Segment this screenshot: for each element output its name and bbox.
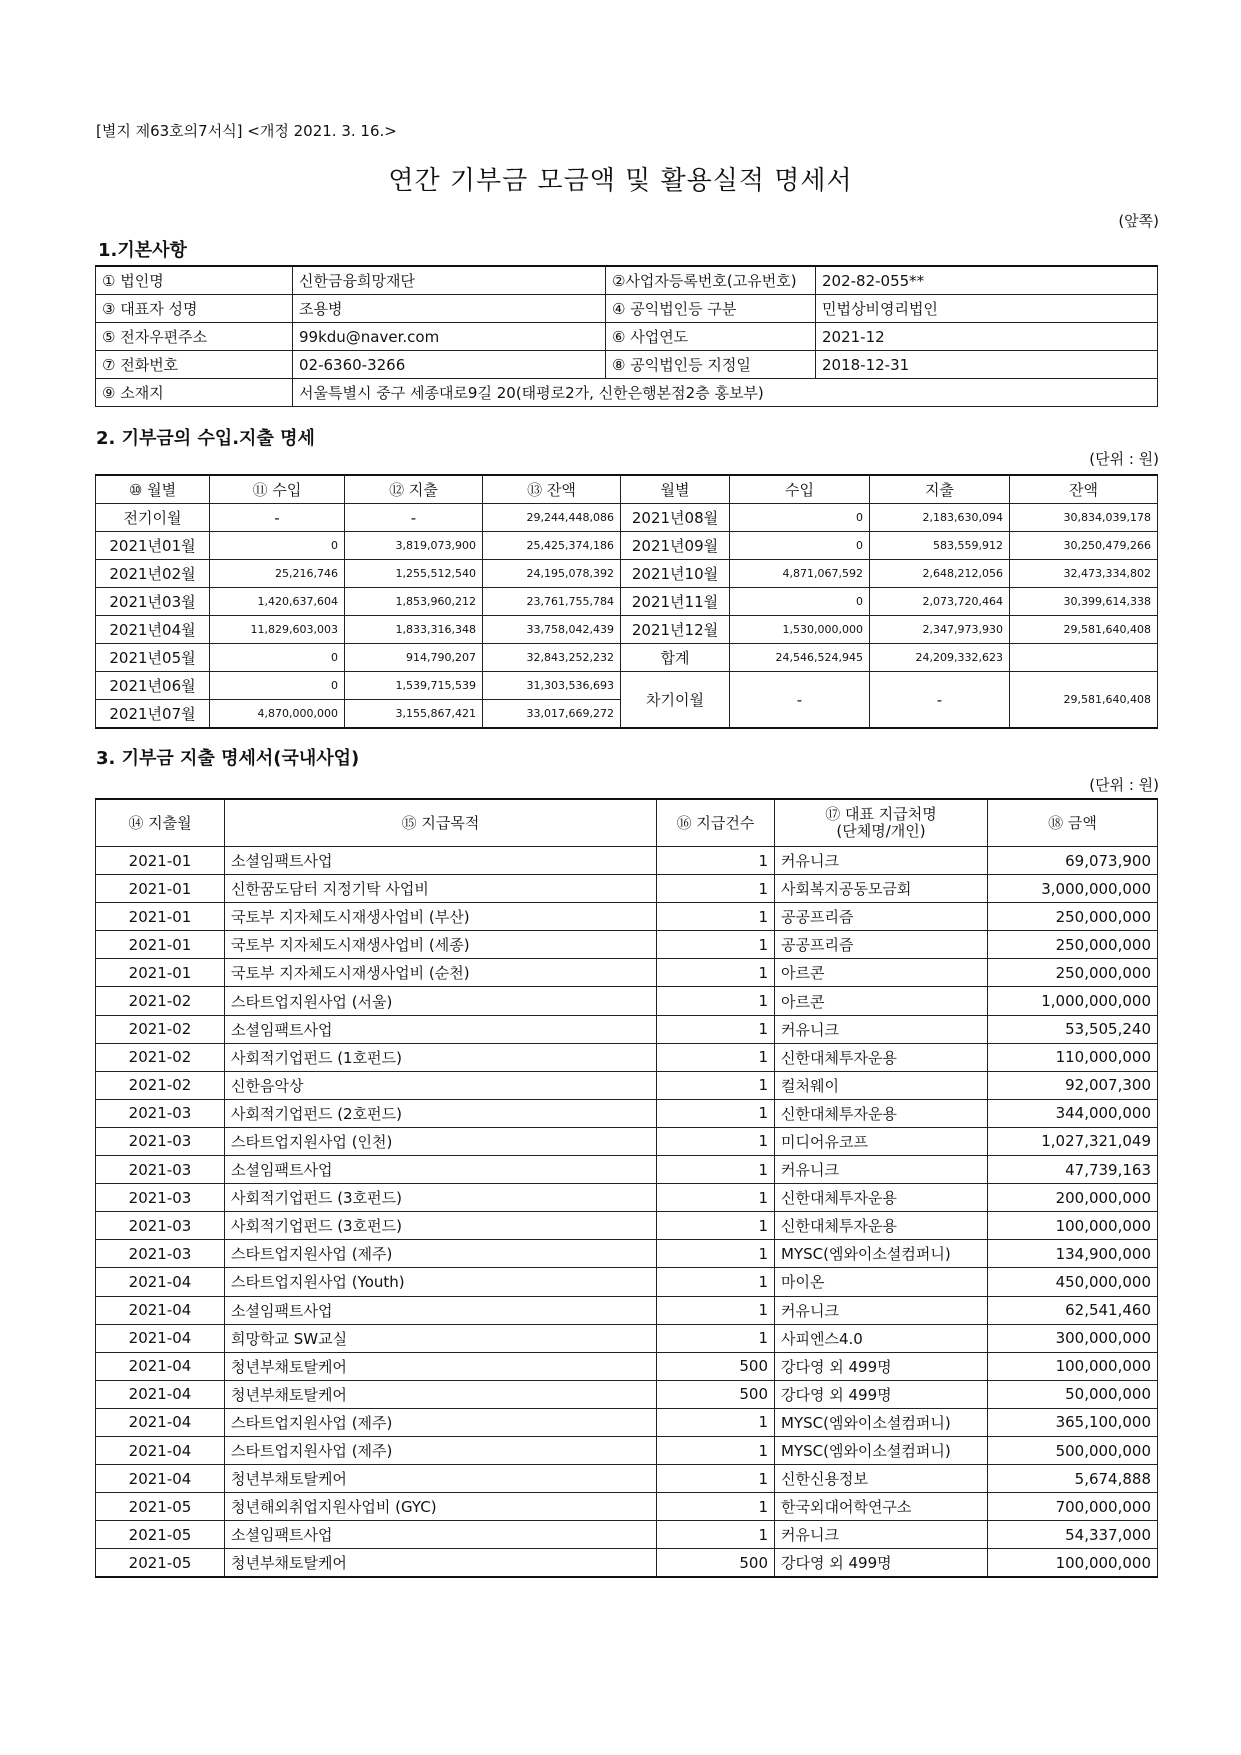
expense-recipient: 공공프리즘: [775, 903, 988, 931]
expense-month: 2021-02: [96, 987, 225, 1015]
expense-count: 500: [657, 1549, 775, 1578]
expense-purpose: 국토부 지자체도시재생사업비 (순천): [225, 959, 657, 987]
basic-info-row: [96, 295, 1158, 323]
expense-count: 1: [657, 931, 775, 959]
expense-recipient: 신한대체투자운용: [775, 1184, 988, 1212]
expense-month: 2021-02: [96, 1043, 225, 1071]
expense-purpose: 사회적기업펀드 (3호펀드): [225, 1184, 657, 1212]
month-cell: 2021년10월: [621, 560, 730, 588]
table-row: [96, 959, 1158, 987]
expense-cell: -: [345, 504, 483, 532]
expense-recipient: 신한대체투자운용: [775, 1099, 988, 1127]
expense-amount: 365,100,000: [988, 1408, 1158, 1436]
field-value: 02-6360-3266: [293, 351, 606, 379]
field-value: 202-82-055**: [816, 266, 1158, 295]
expense-purpose: 스타트업지원사업 (제주): [225, 1240, 657, 1268]
expense-purpose: 스타트업지원사업 (인천): [225, 1127, 657, 1155]
expense-count: 1: [657, 1436, 775, 1464]
balance-cell: 30,834,039,178: [1010, 504, 1158, 532]
table-row: [96, 1268, 1158, 1296]
expense-purpose: 소셜임팩트사업: [225, 847, 657, 875]
table-row: [96, 1296, 1158, 1324]
expense-amount: 100,000,000: [988, 1212, 1158, 1240]
header-recipient: [775, 799, 988, 847]
table-row: [96, 1043, 1158, 1071]
expense-month: 2021-03: [96, 1099, 225, 1127]
expense-count: 1: [657, 1324, 775, 1352]
expense-purpose: 희망학교 SW교실: [225, 1324, 657, 1352]
basic-info-table: [95, 265, 1158, 407]
expense-month: 2021-03: [96, 1184, 225, 1212]
expense-month: 2021-03: [96, 1156, 225, 1184]
expense-month: 2021-03: [96, 1212, 225, 1240]
expense-month: 2021-04: [96, 1268, 225, 1296]
table-row: [96, 1436, 1158, 1464]
field-value: 신한금융희망재단: [293, 266, 606, 295]
expenditure-table: [95, 798, 1158, 1578]
month-cell: 2021년07월: [96, 700, 210, 729]
balance-cell: 32,843,252,232: [483, 644, 621, 672]
expense-count: 1: [657, 1240, 775, 1268]
income-cell: 0: [210, 644, 345, 672]
month-cell: 2021년02월: [96, 560, 210, 588]
expense-recipient: 아르콘: [775, 959, 988, 987]
expense-recipient: 커유니크: [775, 1156, 988, 1184]
expense-month: 2021-01: [96, 959, 225, 987]
expense-purpose: 사회적기업펀드 (3호펀드): [225, 1212, 657, 1240]
expense-amount: 5,674,888: [988, 1465, 1158, 1493]
section1-title: 1.기본사항: [98, 240, 187, 261]
expense-amount: 134,900,000: [988, 1240, 1158, 1268]
expense-recipient: 사피엔스4.0: [775, 1324, 988, 1352]
expense-purpose: 국토부 지자체도시재생사업비 (세종): [225, 931, 657, 959]
section3-unit: (단위 : 원): [1089, 776, 1159, 794]
expense-count: 1: [657, 847, 775, 875]
expense-month: 2021-04: [96, 1408, 225, 1436]
expense-cell: 2,183,630,094: [870, 504, 1010, 532]
expense-purpose: 스타트업지원사업 (제주): [225, 1408, 657, 1436]
expense-purpose: 사회적기업펀드 (2호펀드): [225, 1099, 657, 1127]
field-label: ⑤ 전자우편주소: [96, 323, 293, 351]
month-cell: 2021년09월: [621, 532, 730, 560]
expense-purpose: 청년부채토탈케어: [225, 1549, 657, 1578]
section2-title: 2. 기부금의 수입.지출 명세: [96, 428, 315, 449]
table-row: [96, 588, 1158, 616]
expense-count: 1: [657, 875, 775, 903]
income-cell: -: [210, 504, 345, 532]
table-row: [96, 1324, 1158, 1352]
balance-cell: [1010, 644, 1158, 672]
expense-purpose: 신한꿈도담터 지정기탁 사업비: [225, 875, 657, 903]
expense-cell: 2,073,720,464: [870, 588, 1010, 616]
table-row: [96, 931, 1158, 959]
month-cell: 합계: [621, 644, 730, 672]
carry-over-expense: -: [870, 672, 1010, 729]
expense-cell: 1,833,316,348: [345, 616, 483, 644]
month-cell: 2021년03월: [96, 588, 210, 616]
expense-month: 2021-03: [96, 1240, 225, 1268]
expense-month: 2021-04: [96, 1324, 225, 1352]
expenditure-header-row: [96, 799, 1158, 847]
table-row: [96, 903, 1158, 931]
table-row: [96, 875, 1158, 903]
expense-purpose: 청년부채토탈케어: [225, 1465, 657, 1493]
expense-count: 1: [657, 1212, 775, 1240]
expense-recipient: MYSC(엠와이소셜컴퍼니): [775, 1436, 988, 1464]
expense-count: 500: [657, 1352, 775, 1380]
basic-info-row: [96, 351, 1158, 379]
income-cell: 25,216,746: [210, 560, 345, 588]
carry-over-income: -: [730, 672, 870, 729]
expense-amount: 69,073,900: [988, 847, 1158, 875]
expense-purpose: 국토부 지자체도시재생사업비 (부산): [225, 903, 657, 931]
income-cell: 0: [730, 532, 870, 560]
table-row: [96, 672, 1158, 700]
expense-amount: 700,000,000: [988, 1493, 1158, 1521]
expense-count: 1: [657, 1071, 775, 1099]
expense-recipient: 커유니크: [775, 1015, 988, 1043]
expense-amount: 450,000,000: [988, 1268, 1158, 1296]
month-cell: 전기이월: [96, 504, 210, 532]
field-label: ②사업자등록번호(고유번호): [606, 266, 816, 295]
expense-amount: 54,337,000: [988, 1521, 1158, 1549]
expense-purpose: 스타트업지원사업 (Youth): [225, 1268, 657, 1296]
expense-count: 1: [657, 1268, 775, 1296]
table-row: [96, 1071, 1158, 1099]
expense-cell: 3,819,073,900: [345, 532, 483, 560]
expense-month: 2021-02: [96, 1071, 225, 1099]
expense-count: 1: [657, 1184, 775, 1212]
expense-amount: 100,000,000: [988, 1549, 1158, 1578]
table-row: [96, 1408, 1158, 1436]
expense-amount: 250,000,000: [988, 903, 1158, 931]
expense-month: 2021-01: [96, 903, 225, 931]
expense-purpose: 소셜임팩트사업: [225, 1156, 657, 1184]
expense-count: 1: [657, 1015, 775, 1043]
expense-recipient: 마이온: [775, 1268, 988, 1296]
header-recipient-line1: ⑰ 대표 지급처명: [825, 805, 937, 823]
expense-month: 2021-05: [96, 1549, 225, 1578]
header-count: ⑯ 지급건수: [657, 799, 775, 847]
expense-amount: 250,000,000: [988, 931, 1158, 959]
income-cell: 24,546,524,945: [730, 644, 870, 672]
expense-count: 1: [657, 1493, 775, 1521]
expense-amount: 50,000,000: [988, 1380, 1158, 1408]
balance-cell: 32,473,334,802: [1010, 560, 1158, 588]
month-cell: 2021년11월: [621, 588, 730, 616]
expense-amount: 3,000,000,000: [988, 875, 1158, 903]
field-label: ⑦ 전화번호: [96, 351, 293, 379]
balance-cell: 33,758,042,439: [483, 616, 621, 644]
page-side-label: (앞쪽): [1118, 212, 1159, 230]
expense-amount: 53,505,240: [988, 1015, 1158, 1043]
expense-amount: 110,000,000: [988, 1043, 1158, 1071]
expense-purpose: 소셜임팩트사업: [225, 1015, 657, 1043]
table-row: [96, 1521, 1158, 1549]
balance-cell: 33,017,669,272: [483, 700, 621, 729]
expense-purpose: 사회적기업펀드 (1호펀드): [225, 1043, 657, 1071]
form-code: [별지 제63호의7서식] <개정 2021. 3. 16.>: [96, 122, 397, 140]
income-cell: 4,871,067,592: [730, 560, 870, 588]
table-row: [96, 1156, 1158, 1184]
expense-month: 2021-04: [96, 1296, 225, 1324]
field-value: 민법상비영리법인: [816, 295, 1158, 323]
income-cell: 0: [210, 672, 345, 700]
field-value: 99kdu@naver.com: [293, 323, 606, 351]
header-purpose: ⑮ 지급목적: [225, 799, 657, 847]
expense-count: 1: [657, 959, 775, 987]
expense-count: 1: [657, 1465, 775, 1493]
expense-count: 500: [657, 1380, 775, 1408]
balance-cell: 29,581,640,408: [1010, 616, 1158, 644]
table-row: [96, 1212, 1158, 1240]
expense-recipient: 강다영 외 499명: [775, 1380, 988, 1408]
table-row: [96, 504, 1158, 532]
expense-count: 1: [657, 1408, 775, 1436]
expense-month: 2021-01: [96, 931, 225, 959]
basic-info-row: [96, 266, 1158, 295]
expense-recipient: MYSC(엠와이소셜컴퍼니): [775, 1240, 988, 1268]
table-row: [96, 1549, 1158, 1578]
expense-month: 2021-04: [96, 1352, 225, 1380]
balance-cell: 24,195,078,392: [483, 560, 621, 588]
field-label: ① 법인명: [96, 266, 293, 295]
income-cell: 4,870,000,000: [210, 700, 345, 729]
table-row: [96, 1099, 1158, 1127]
field-value: 조용병: [293, 295, 606, 323]
expense-month: 2021-03: [96, 1127, 225, 1155]
expense-cell: 2,648,212,056: [870, 560, 1010, 588]
expense-recipient: MYSC(엠와이소셜컴퍼니): [775, 1408, 988, 1436]
month-cell: 2021년05월: [96, 644, 210, 672]
section3-title: 3. 기부금 지출 명세서(국내사업): [96, 748, 360, 769]
expense-amount: 250,000,000: [988, 959, 1158, 987]
table-row: [96, 1015, 1158, 1043]
expense-recipient: 커유니크: [775, 1296, 988, 1324]
month-cell: 2021년04월: [96, 616, 210, 644]
expense-count: 1: [657, 1521, 775, 1549]
basic-info-row: [96, 323, 1158, 351]
expense-purpose: 스타트업지원사업 (서울): [225, 987, 657, 1015]
expense-amount: 47,739,163: [988, 1156, 1158, 1184]
expense-month: 2021-04: [96, 1436, 225, 1464]
column-header: ⑬ 잔액: [483, 475, 621, 504]
expense-cell: 1,853,960,212: [345, 588, 483, 616]
expense-amount: 200,000,000: [988, 1184, 1158, 1212]
expense-count: 1: [657, 1156, 775, 1184]
expense-recipient: 신한대체투자운용: [775, 1212, 988, 1240]
table-row: [96, 1240, 1158, 1268]
expense-cell: 914,790,207: [345, 644, 483, 672]
field-label: ⑥ 사업연도: [606, 323, 816, 351]
table-row: [96, 1127, 1158, 1155]
expense-count: 1: [657, 1099, 775, 1127]
table-row: [96, 1465, 1158, 1493]
income-expense-table: [95, 474, 1158, 729]
expense-month: 2021-01: [96, 875, 225, 903]
column-header: ⑩ 월별: [96, 475, 210, 504]
expense-recipient: 사회복지공동모금회: [775, 875, 988, 903]
field-label: ④ 공익법인등 구분: [606, 295, 816, 323]
field-value: 2018-12-31: [816, 351, 1158, 379]
expense-purpose: 스타트업지원사업 (제주): [225, 1436, 657, 1464]
expense-amount: 1,027,321,049: [988, 1127, 1158, 1155]
expense-recipient: 강다영 외 499명: [775, 1352, 988, 1380]
expense-recipient: 공공프리즘: [775, 931, 988, 959]
table-row: [96, 1493, 1158, 1521]
balance-cell: 25,425,374,186: [483, 532, 621, 560]
column-header: ⑪ 수입: [210, 475, 345, 504]
column-header: 지출: [870, 475, 1010, 504]
expense-recipient: 커유니크: [775, 847, 988, 875]
expense-amount: 300,000,000: [988, 1324, 1158, 1352]
expense-amount: 500,000,000: [988, 1436, 1158, 1464]
table-row: [96, 987, 1158, 1015]
expense-month: 2021-01: [96, 847, 225, 875]
expense-purpose: 청년부채토탈케어: [225, 1352, 657, 1380]
expense-month: 2021-05: [96, 1521, 225, 1549]
expense-purpose: 청년부채토탈케어: [225, 1380, 657, 1408]
expense-count: 1: [657, 1296, 775, 1324]
balance-cell: 31,303,536,693: [483, 672, 621, 700]
expense-amount: 1,000,000,000: [988, 987, 1158, 1015]
income-cell: 11,829,603,003: [210, 616, 345, 644]
table-row: [96, 1380, 1158, 1408]
balance-cell: 23,761,755,784: [483, 588, 621, 616]
expense-purpose: 소셜임팩트사업: [225, 1521, 657, 1549]
income-cell: 1,530,000,000: [730, 616, 870, 644]
table-row: [96, 532, 1158, 560]
table-row: [96, 1184, 1158, 1212]
expense-amount: 62,541,460: [988, 1296, 1158, 1324]
balance-cell: 29,244,448,086: [483, 504, 621, 532]
expense-recipient: 미디어유코프: [775, 1127, 988, 1155]
table-row: [96, 1352, 1158, 1380]
document-title: 연간 기부금 모금액 및 활용실적 명세서: [388, 166, 853, 196]
expense-purpose: 청년해외취업지원사업비 (GYC): [225, 1493, 657, 1521]
column-header: 잔액: [1010, 475, 1158, 504]
income-cell: 0: [210, 532, 345, 560]
expense-amount: 92,007,300: [988, 1071, 1158, 1099]
header-recipient-line2: (단체명/개인): [836, 822, 926, 840]
table-row: [96, 847, 1158, 875]
address-value: 서울특별시 중구 세종대로9길 20(태평로2가, 신한은행본점2층 홍보부): [293, 379, 1158, 407]
expense-month: 2021-02: [96, 1015, 225, 1043]
income-cell: 0: [730, 588, 870, 616]
expense-count: 1: [657, 1127, 775, 1155]
balance-cell: 30,250,479,266: [1010, 532, 1158, 560]
expense-cell: 583,559,912: [870, 532, 1010, 560]
table-row: [96, 616, 1158, 644]
expense-recipient: 신한신용정보: [775, 1465, 988, 1493]
month-cell: 2021년06월: [96, 672, 210, 700]
expense-cell: 3,155,867,421: [345, 700, 483, 729]
expense-recipient: 신한대체투자운용: [775, 1043, 988, 1071]
table-row: [96, 560, 1158, 588]
expense-amount: 344,000,000: [988, 1099, 1158, 1127]
month-cell: 2021년01월: [96, 532, 210, 560]
expense-month: 2021-04: [96, 1465, 225, 1493]
expense-cell: 2,347,973,930: [870, 616, 1010, 644]
expense-recipient: 아르콘: [775, 987, 988, 1015]
expense-count: 1: [657, 987, 775, 1015]
expense-recipient: 커유니크: [775, 1521, 988, 1549]
expense-recipient: 강다영 외 499명: [775, 1549, 988, 1578]
field-label: ⑧ 공익법인등 지정일: [606, 351, 816, 379]
expense-cell: 24,209,332,623: [870, 644, 1010, 672]
field-value: 2021-12: [816, 323, 1158, 351]
expense-cell: 1,255,512,540: [345, 560, 483, 588]
income-expense-header-row: [96, 475, 1158, 504]
expense-month: 2021-04: [96, 1380, 225, 1408]
column-header: 수입: [730, 475, 870, 504]
expense-count: 1: [657, 1043, 775, 1071]
expense-cell: 1,539,715,539: [345, 672, 483, 700]
expense-month: 2021-05: [96, 1493, 225, 1521]
column-header: 월별: [621, 475, 730, 504]
income-cell: 0: [730, 504, 870, 532]
expense-recipient: 한국외대어학연구소: [775, 1493, 988, 1521]
carry-over-balance: 29,581,640,408: [1010, 672, 1158, 729]
address-label: ⑨ 소재지: [96, 379, 293, 407]
balance-cell: 30,399,614,338: [1010, 588, 1158, 616]
month-cell: 2021년12월: [621, 616, 730, 644]
expense-count: 1: [657, 903, 775, 931]
expense-recipient: 컬처웨이: [775, 1071, 988, 1099]
carry-over-label: 차기이월: [621, 672, 730, 729]
expense-purpose: 신한음악상: [225, 1071, 657, 1099]
field-label: ③ 대표자 성명: [96, 295, 293, 323]
column-header: ⑫ 지출: [345, 475, 483, 504]
income-cell: 1,420,637,604: [210, 588, 345, 616]
section2-unit: (단위 : 원): [1089, 450, 1159, 468]
header-amount: ⑱ 금액: [988, 799, 1158, 847]
address-row: [96, 379, 1158, 407]
expense-amount: 100,000,000: [988, 1352, 1158, 1380]
table-row: [96, 644, 1158, 672]
header-month: ⑭ 지출월: [96, 799, 225, 847]
expense-purpose: 소셜임팩트사업: [225, 1296, 657, 1324]
month-cell: 2021년08월: [621, 504, 730, 532]
